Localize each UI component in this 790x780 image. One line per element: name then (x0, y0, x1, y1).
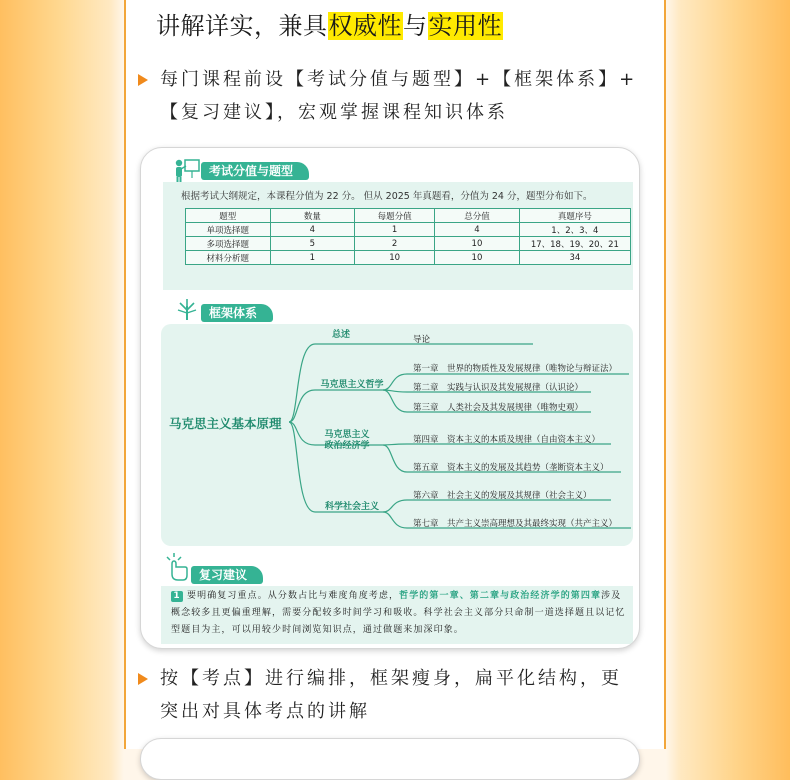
table-cell: 4 (435, 223, 520, 237)
table-row (186, 237, 631, 251)
mindmap-branch-philosophy: 马克思主义哲学 (320, 380, 384, 390)
framework-section-title: 框架体系 (201, 304, 273, 322)
mindmap-item: 第三章 人类社会及其发展规律（唯物史观） (413, 403, 584, 413)
header-score-each: 每题分值 (355, 209, 435, 223)
table-header-row (186, 209, 631, 223)
table-cell: 多项选择题 (186, 237, 271, 251)
mindmap-item: 第七章 共产主义崇高理想及其最终实现（共产主义） (413, 519, 618, 529)
advice-number-badge: 1 (171, 591, 183, 602)
table-cell: 4 (270, 223, 355, 237)
table-cell: 单项选择题 (186, 223, 271, 237)
mindmap-item: 第一章 世界的物质性及发展规律（唯物论与辩证法） (413, 364, 618, 374)
triangle-bullet-icon (138, 74, 148, 86)
content-panel (124, 0, 666, 749)
bullet-course-structure (138, 63, 638, 129)
mindmap-item: 第二章 实践与认识及其发展规律（认识论） (413, 383, 584, 393)
headline-prefix: 讲解详实，兼具 (156, 12, 328, 40)
header-count: 数量 (270, 209, 355, 223)
table-cell: 10 (355, 251, 435, 265)
table-cell: 2 (355, 237, 435, 251)
table-cell: 1 (270, 251, 355, 265)
table-cell: 17、18、19、20、21 (519, 237, 630, 251)
advice-text-after: 涉及概念较多且更偏重理解，需要分配较多时间学习和吸收。科学社会主义部分只命制一道选择题且以记忆型题目为主，可以用较少时间浏览知识点，通过做题来加深印象。 (171, 591, 626, 635)
table-cell: 34 (519, 251, 630, 265)
advice-text (171, 588, 627, 639)
exam-intro-text: 根据考试大纲规定，本课程分值为 22 分。 但从 2025 年真题看，分值为 24 分，题型分布如下。 (181, 191, 593, 202)
table-cell: 1、2、3、4 (519, 223, 630, 237)
tree-icon (175, 298, 199, 322)
table-cell: 10 (435, 251, 520, 265)
mindmap-item: 第四章 资本主义的本质及规律（自由资本主义） (413, 435, 601, 445)
table-cell: 5 (270, 237, 355, 251)
exam-section-box (163, 182, 633, 290)
framework-mindmap (161, 324, 633, 546)
teacher-board-icon (173, 158, 201, 184)
table-row (186, 223, 631, 237)
mindmap-root: 马克思主义基本原理 (169, 416, 282, 431)
table-cell: 10 (435, 237, 520, 251)
exam-score-table (185, 208, 631, 265)
mindmap-item: 第六章 社会主义的发展及其规律（社会主义） (413, 491, 592, 501)
advice-section-box (161, 586, 633, 644)
next-sample-card (140, 738, 640, 780)
mindmap-branch-overview: 总述 (331, 330, 350, 340)
mindmap-item: 第五章 资本主义的发展及其趋势（垄断资本主义） (413, 463, 609, 473)
triangle-bullet-icon (138, 673, 148, 685)
mindmap-item: 导论 (413, 335, 431, 345)
table-cell: 1 (355, 223, 435, 237)
header-question-type: 题型 (186, 209, 271, 223)
advice-text-before: 要明确复习重点。从分数占比与难度角度考虑， (187, 591, 400, 601)
table-row (186, 251, 631, 265)
bullet-text: 每门课程前设【考试分值与题型】+【框架体系】+【复习建议】，宏观掌握课程知识体系 (160, 69, 638, 123)
mindmap-branch-political-economy: 马克思主义 政治经济学 (324, 430, 370, 451)
exam-section-title: 考试分值与题型 (201, 162, 309, 180)
headline-highlight-practicality: 实用性 (428, 12, 502, 40)
header-question-numbers: 真题序号 (519, 209, 630, 223)
pointing-hand-icon (165, 552, 191, 582)
headline-highlight-authority: 权威性 (328, 12, 402, 40)
header-total-score: 总分值 (435, 209, 520, 223)
table-cell: 材料分析题 (186, 251, 271, 265)
advice-section-title: 复习建议 (191, 566, 263, 584)
headline-middle: 与 (403, 12, 428, 40)
headline (156, 6, 503, 41)
advice-text-emphasis: 哲学的第一章、第二章与政治经济学的第四章 (399, 591, 602, 601)
sample-page-card (140, 147, 640, 649)
bullet-exam-point-structure (138, 662, 638, 728)
bullet-text: 按【考点】进行编排，框架瘦身，扁平化结构，更突出对具体考点的讲解 (160, 668, 622, 722)
mindmap-branch-scientific-socialism: 科学社会主义 (324, 502, 379, 512)
